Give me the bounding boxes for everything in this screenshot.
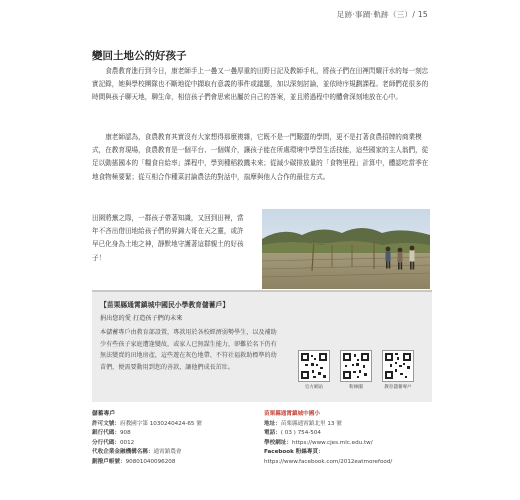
qr-caption-official: 官方網站 bbox=[304, 385, 324, 390]
collector-value: 通霄鎮農會 bbox=[153, 449, 182, 456]
address-value: 苗栗縣通霄鎮北里 13 號 bbox=[280, 420, 342, 427]
qr-savings-account[interactable] bbox=[382, 350, 414, 390]
collector-row bbox=[92, 448, 252, 458]
branch-code-label: 分行代碼： bbox=[92, 439, 120, 446]
permit-row bbox=[92, 420, 252, 430]
qr-code-icon bbox=[298, 350, 330, 382]
branch-code-row bbox=[92, 439, 252, 449]
permit-value: 府教國字第 1030240424-65 號 bbox=[119, 420, 202, 427]
field-photo bbox=[262, 209, 430, 289]
qr-caption-fan-page: 粉絲團 bbox=[349, 385, 363, 390]
section-title: 變回土地公的好孩子 bbox=[92, 50, 187, 62]
qr-code-icon bbox=[382, 350, 414, 382]
website-link[interactable]: https://www.cjes.mlc.edu.tw/ bbox=[291, 439, 373, 446]
phone-value: ( 03 ) 754-504 bbox=[280, 430, 321, 437]
field-photo-image bbox=[262, 209, 430, 289]
article-paragraph-1: 食農教育進行到今日，康老師手上一疊又一疊厚重的田野日記及教師手札，將孩子們在田裡閃耀汗水的每一刻忠實記錄，她與學校團隊也不斷地從中擷取有意義的事件或議題，加以深刻討論，並依時序規劃課程。老師們花很多的時間與孩子聊天地，聊生命，相信孩子們會思索出屬於自己的答案，並且將過程中的體會深刻地放在心中。 bbox=[92, 67, 429, 102]
address-label: 地址： bbox=[264, 420, 281, 427]
article-paragraph-2: 康老師認為，食農教育其實沒有大家想得那麼複雜，它既不是一門艱澀的學問，更不是打著食農招牌的商業模式，在教育現場，食農教育是一個平台、一個媒介，讓孩子能在所處環境中學習生活技能，這些國家的主人翁們，從足以動搖國本的「糧食自給率」課程中，學到種稻救饑未來；從減少碳排放量的「食物里程」計算中，體認吃當季在地食物極要緊；從互相合作種菜討論農法的對話中，揣摩與他人合作的最佳方式。 bbox=[92, 133, 429, 181]
website-label: 學校網址： bbox=[264, 439, 292, 446]
running-head: 足跡‧事蹟‧軌跡（三）/ 15 bbox=[336, 10, 428, 19]
phone-row bbox=[264, 429, 434, 439]
qr-caption-savings: 教育儲蓄專戶 bbox=[384, 385, 412, 390]
address-row bbox=[264, 420, 434, 430]
qr-official-site[interactable] bbox=[298, 350, 330, 390]
promo-body: 本儲蓄專戶由教育部設置，專款用於各校經濟弱勢學生，以及補助少有些孩子家庭遭逢變故，或家人已無謀生能力，卻難於名下仍有無法變賣的田地房產，這些遊在灰色地帶、不符社福救助標準的幼苗們，便需要動用到您的善款，讓他們成長茁壯。 bbox=[100, 329, 277, 371]
account-number-value: 90801040096208 bbox=[125, 458, 176, 465]
bank-code-label: 銀行代碼： bbox=[92, 430, 120, 437]
account-heading: 儲蓄專戶 bbox=[92, 411, 116, 417]
article-body-2 bbox=[92, 131, 432, 184]
donation-promo-box bbox=[92, 290, 432, 402]
permit-label: 許可文號： bbox=[92, 420, 120, 427]
account-number-row bbox=[92, 458, 252, 468]
website-row bbox=[264, 439, 434, 449]
school-name: 苗栗縣通霄鎮城中國小 bbox=[264, 411, 320, 417]
collector-label: 代收企業金融機構名稱： bbox=[92, 449, 154, 456]
qr-code-icon bbox=[340, 350, 372, 382]
branch-code-value: 0012 bbox=[119, 439, 135, 446]
school-info bbox=[264, 410, 434, 468]
promo-title: 【苗栗縣通霄鎮城中國民小學教育儲蓄戶】 bbox=[100, 301, 230, 309]
article-body bbox=[92, 65, 432, 105]
qr-fan-page[interactable] bbox=[340, 350, 372, 390]
account-info bbox=[92, 410, 252, 468]
bank-code-value: 908 bbox=[119, 430, 131, 437]
phone-label: 電話： bbox=[264, 430, 281, 437]
bank-code-row bbox=[92, 429, 252, 439]
promo-subtitle: 捐出您的愛 打造孩子們的未來 bbox=[100, 315, 183, 322]
facebook-heading: Facebook 粉絲專頁： bbox=[264, 449, 324, 456]
facebook-link[interactable]: https://www.facebook.com/2012eatmorefood/ bbox=[264, 458, 393, 465]
article-paragraph-3: 田園將蕪之際，一群孩子帶著知識，又回到田裡，當年不吝出借田地給孩子們的昇錦大哥在天之靈，或許早已化身為土地之神，靜默地守護著這群親土的好孩子！ bbox=[92, 214, 244, 262]
account-number-label: 劃撥戶帳號： bbox=[92, 458, 126, 465]
